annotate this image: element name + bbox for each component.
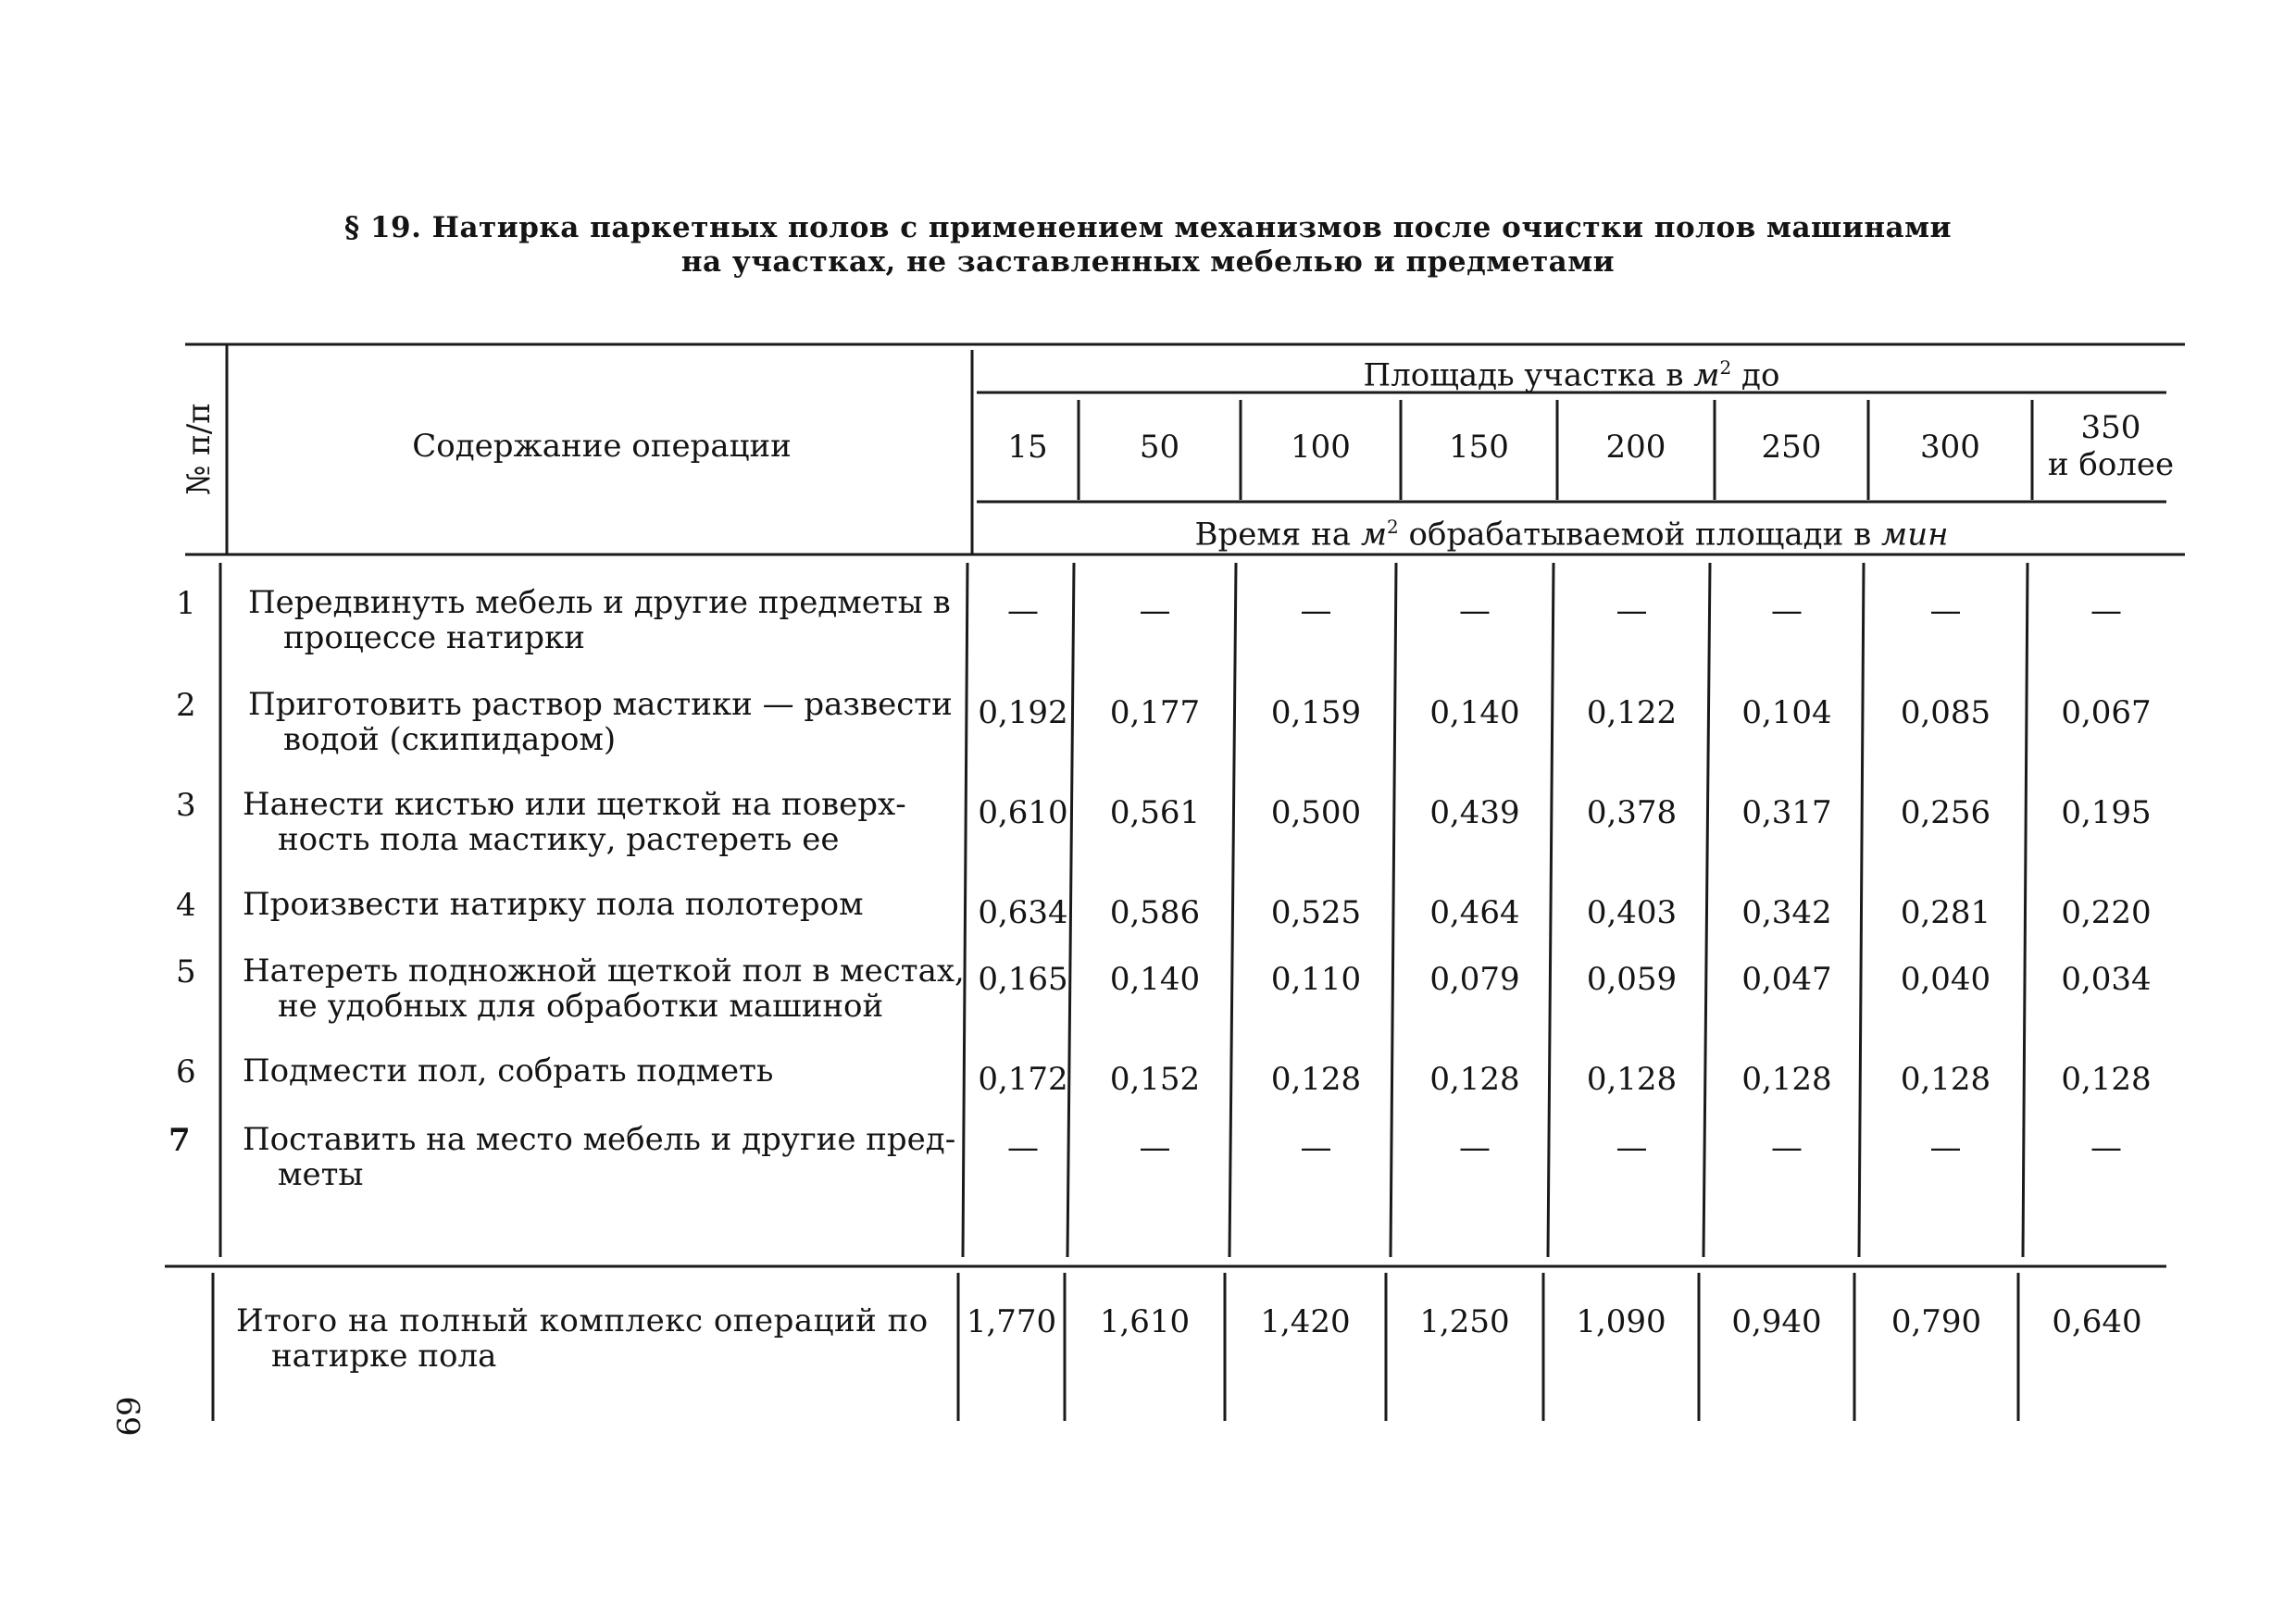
operation-text: Поставить на место мебель и другие пред- меты [243,1121,956,1193]
time-value: 0,439 [1429,794,1520,831]
time-value: 0,281 [1900,894,1991,931]
row-number: 1 [176,585,196,622]
area-15: 15 [1007,429,1048,466]
time-value: — [2090,592,2122,629]
time-value: — [1616,592,1648,629]
time-value: 0,500 [1270,794,1362,831]
time-value: — [1139,592,1171,629]
row-number: 5 [176,953,196,990]
time-value: 0,067 [2061,694,2152,731]
time-value: 0,317 [1741,794,1832,831]
time-value: 0,104 [1741,694,1832,731]
time-value: — [1007,1129,1039,1166]
time-header: Время на $м^2$ обрабатываемой площади в мин [1194,516,1949,554]
total-value: 1,090 [1576,1303,1666,1340]
area-250: 250 [1761,429,1822,466]
time-value: 0,140 [1429,694,1520,731]
time-value: 0,220 [2061,894,2152,931]
time-value: 0,378 [1586,794,1678,831]
page-number: 69 [111,1396,148,1437]
total-value: 1,610 [1099,1303,1191,1340]
total-label: Итого на полный комплекс операций по натирке пола [236,1302,929,1375]
operation-text: Нанести кистью или щеткой на поверх- ность пола мастику, растереть ее [243,786,906,858]
operation-text: Приготовить раствор мастики — развести водой (скипидаром) [248,686,953,758]
time-value: 0,085 [1900,694,1991,731]
time-value: 0,152 [1109,1061,1201,1098]
time-value: — [2090,1129,2122,1166]
time-value: 0,464 [1429,894,1520,931]
time-value: — [1459,1129,1491,1166]
time-value: 0,059 [1586,961,1678,998]
time-value: 0,177 [1109,694,1201,731]
time-value: — [1771,1129,1803,1166]
column-header-operation: Содержание операции [412,428,792,465]
time-value: 0,047 [1741,961,1832,998]
row-number: 6 [176,1053,196,1090]
time-value: 0,128 [1586,1061,1678,1098]
section-title-line-1: § 19. Натирка паркетных полов с применением механизмов после очистки полов машинами [343,211,1953,244]
time-value: — [1007,592,1039,629]
time-value: 0,610 [978,794,1068,831]
time-value: 0,172 [978,1061,1068,1098]
time-value: — [1300,592,1332,629]
time-value: 0,525 [1270,894,1362,931]
time-value: 0,561 [1109,794,1201,831]
row-number: 2 [176,687,196,724]
time-value: 0,040 [1900,961,1991,998]
area-300: 300 [1920,429,1980,466]
operation-text: Произвести натирку пола полотером [243,886,864,923]
time-value: 0,192 [978,694,1068,731]
time-value: 0,128 [1429,1061,1520,1098]
area-header: Площадь участка в $м^2$ до [1363,356,1780,394]
time-value: — [1929,1129,1962,1166]
time-value: 0,128 [2061,1061,2152,1098]
time-value: 0,342 [1741,894,1832,931]
total-value: 0,940 [1731,1303,1822,1340]
time-value: 0,128 [1741,1061,1832,1098]
time-value: 0,634 [978,894,1068,931]
total-value: 1,770 [966,1303,1057,1340]
time-value: 0,122 [1586,694,1678,731]
row-number: 4 [176,887,196,924]
total-value: 0,640 [2052,1303,2142,1340]
area-350-more: и более [2047,446,2175,483]
time-value: — [1616,1129,1648,1166]
operation-text: Подмести пол, собрать подметь [243,1052,774,1090]
total-value: 1,250 [1419,1303,1510,1340]
time-value: 0,586 [1109,894,1201,931]
row-number: 3 [176,787,196,824]
area-50: 50 [1139,429,1180,466]
time-value: 0,256 [1900,794,1991,831]
time-value: 0,079 [1429,961,1520,998]
operation-text: Передвинуть мебель и другие предметы в процессе натирки [248,584,951,656]
column-header-number: № п/п [181,403,218,495]
area-200: 200 [1605,429,1666,466]
time-value: 0,140 [1109,961,1201,998]
section-title-line-2: на участках, не заставленных мебелью и предметами [680,245,1616,279]
area-350: 350 [2080,409,2141,446]
time-value: 0,128 [1900,1061,1991,1098]
time-value: — [1139,1129,1171,1166]
time-value: 0,165 [978,961,1068,998]
time-value: 0,195 [2061,794,2152,831]
time-value: 0,159 [1270,694,1362,731]
time-value: 0,034 [2061,961,2152,998]
time-value: — [1300,1129,1332,1166]
row-number: 7 [168,1122,191,1159]
time-value: — [1929,592,1962,629]
time-value: — [1771,592,1803,629]
time-value: 0,110 [1270,961,1362,998]
operation-text: Натереть подножной щеткой пол в местах, не удобных для обработки машиной [243,953,965,1025]
area-150: 150 [1449,429,1509,466]
time-value: 0,403 [1586,894,1678,931]
area-100: 100 [1291,429,1351,466]
time-value: — [1459,592,1491,629]
time-value: 0,128 [1270,1061,1362,1098]
total-value: 0,790 [1890,1303,1982,1340]
total-value: 1,420 [1260,1303,1351,1340]
